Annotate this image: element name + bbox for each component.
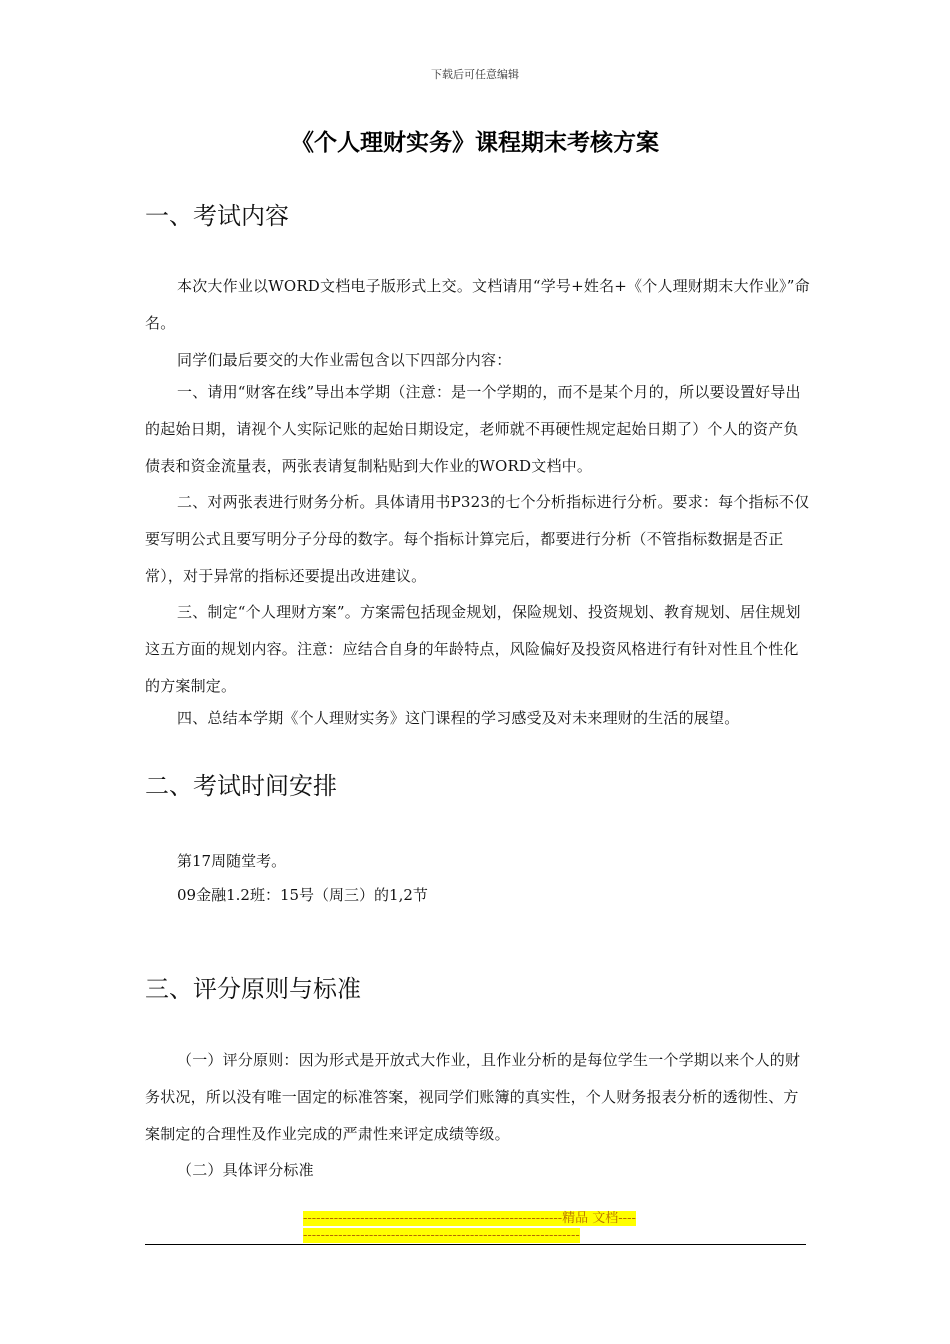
paragraph: 二、对两张表进行财务分析。具体请用书P323的七个分析指标进行分析。要求：每个指标不仅要写明公式且要写明分子分母的数字。每个指标计算完后，都要进行分析（不管指标数据是否正常），对于异常的指标还要提出改进建议。	[145, 493, 810, 585]
paragraph: （一）评分原则：因为形式是开放式大作业，且作业分析的是每位学生一个学期以来个人的财务状况，所以没有唯一固定的标准答案，视同学们账簿的真实性，个人财务报表分析的透彻性、方案制定的合理性及作业完成的严肃性来评定成绩等级。	[145, 1051, 801, 1143]
schedule-line: 第17周随堂考。	[177, 852, 287, 870]
header-note: 下载后可任意编辑	[431, 68, 519, 81]
section-heading-exam-content: 一、考试内容	[145, 202, 289, 230]
footer-watermark	[303, 1210, 639, 1244]
paragraph: （二）具体评分标准	[177, 1161, 314, 1179]
paragraph: 三、制定“个人理财方案”。方案需包括现金规划，保险规划、投资规划、教育规划、居住规划这五方面的规划内容。注意：应结合自身的年龄特点，风险偏好及投资风格进行有针对性且个性化的方案制定。	[145, 603, 801, 695]
section-heading-exam-schedule: 二、考试时间安排	[145, 772, 337, 800]
paragraph: 四、总结本学期《个人理财实务》这门课程的学习感受及对未来理财的生活的展望。	[177, 709, 740, 727]
footer-rule	[145, 1244, 806, 1245]
paragraph: 一、请用“财客在线”导出本学期（注意：是一个学期的，而不是某个月的，所以要设置好导出的起始日期，请视个人实际记账的起始日期设定，老师就不再硬性规定起始日期了）个人的资产负债表和资金流量表，两张表请复制粘贴到大作业的WORD文档中。	[145, 383, 801, 475]
paragraph: 本次大作业以WORD文档电子版形式上交。文档请用“学号+姓名+《个人理财期末大作业》”命名。	[145, 277, 810, 332]
paragraph: 同学们最后要交的大作业需包含以下四部分内容：	[177, 351, 512, 369]
document-title: 《个人理财实务》课程期末考核方案	[291, 130, 659, 156]
footer-text: -----------------------------------------------------------精品 文档-------------------------------------------------------------------	[303, 1211, 636, 1243]
schedule-line: 09金融1.2班：15号（周三）的1,2节	[177, 886, 428, 904]
section-heading-grading: 三、评分原则与标准	[145, 975, 361, 1003]
